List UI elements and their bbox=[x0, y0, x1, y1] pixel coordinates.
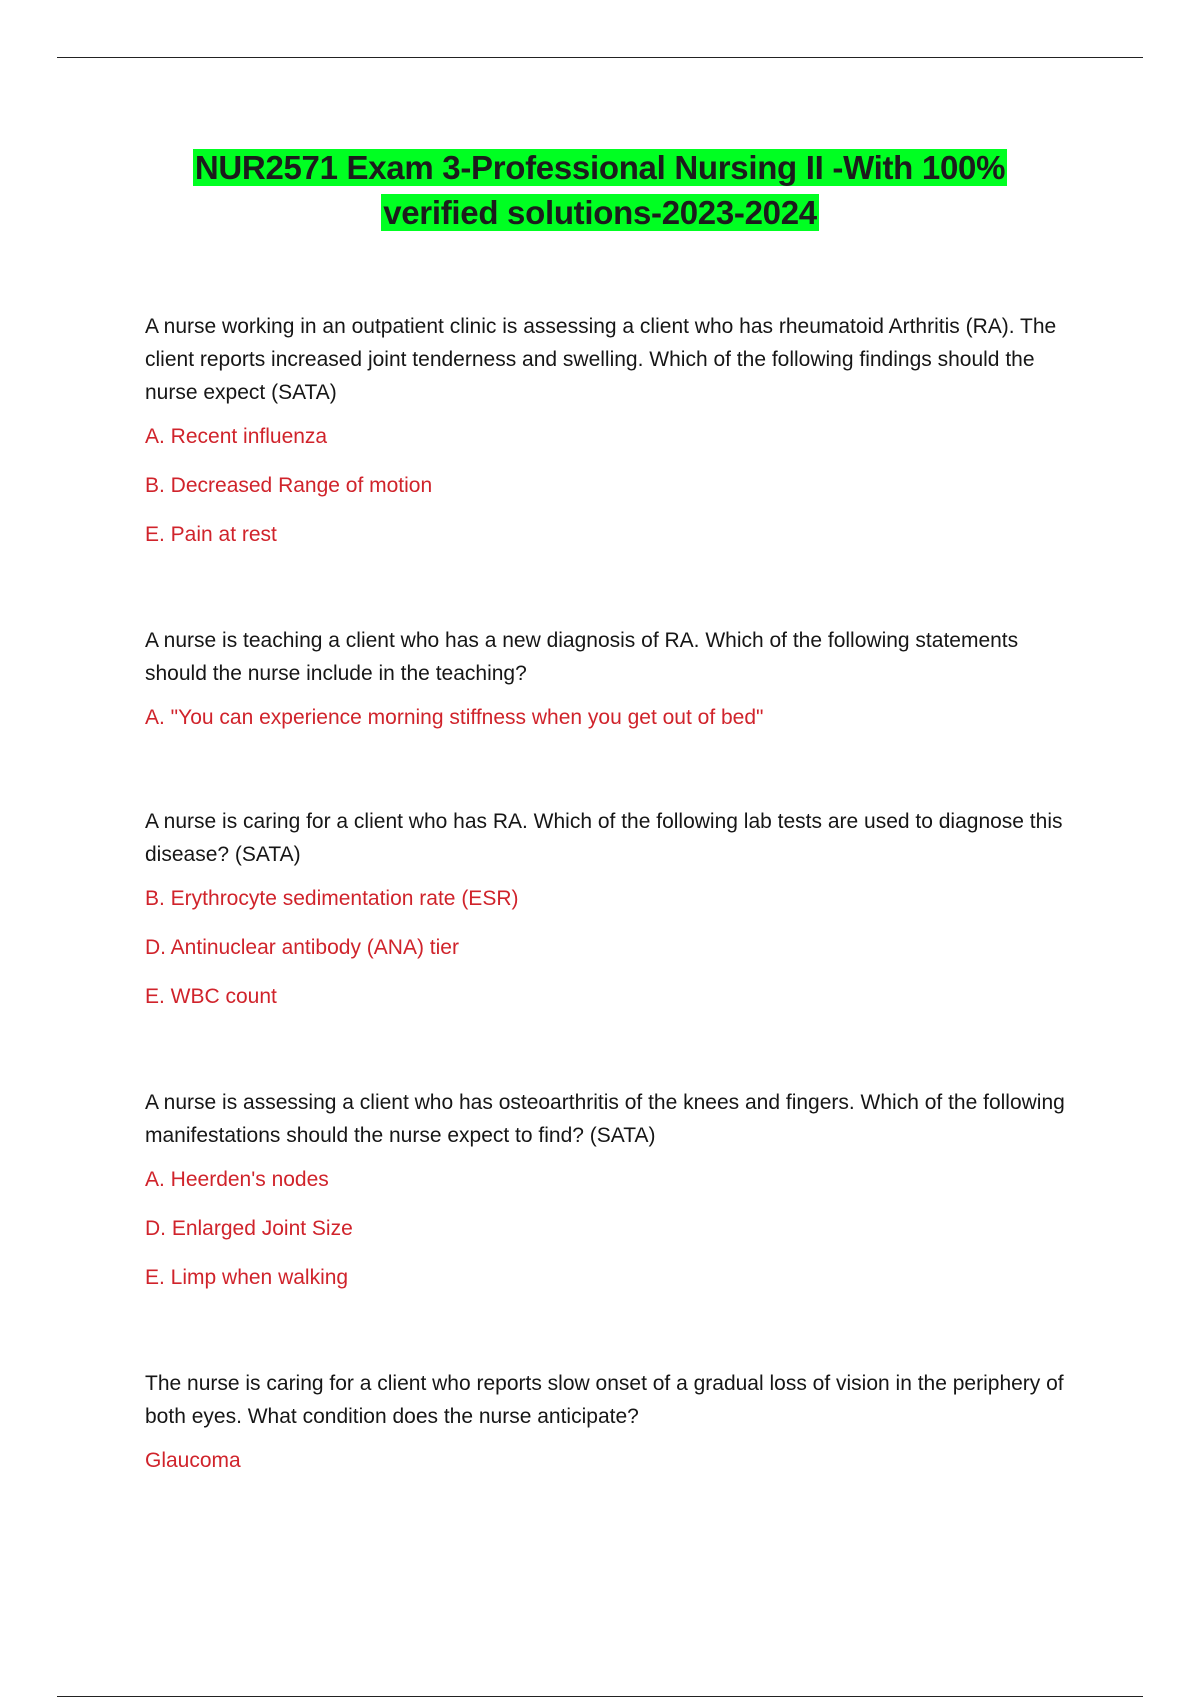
document-title bbox=[100, 145, 1100, 235]
answer: E. Pain at rest bbox=[145, 523, 277, 546]
answer-list bbox=[145, 1166, 1075, 1292]
question-5 bbox=[145, 1367, 1075, 1496]
question-2 bbox=[145, 624, 1075, 753]
answer: Glaucoma bbox=[145, 1449, 241, 1472]
answer: D. Antinuclear antibody (ANA) tier bbox=[145, 936, 459, 959]
answer-list bbox=[145, 1447, 1075, 1475]
question-1 bbox=[145, 310, 1075, 570]
answer: A. Heerden's nodes bbox=[145, 1168, 329, 1191]
answer: E. Limp when walking bbox=[145, 1266, 349, 1289]
answer-list bbox=[145, 885, 1075, 1011]
answer-list bbox=[145, 704, 1075, 732]
question-text: A nurse working in an outpatient clinic is assessing a client who has rheumatoid Arthritis (RA). The client reports increased joint tenderness and swelling. Which of the following findings should the nurse expect (SATA) bbox=[145, 315, 1057, 404]
answer-list bbox=[145, 423, 1075, 549]
question-3 bbox=[145, 805, 1075, 1032]
question-text: A nurse is teaching a client who has a new diagnosis of RA. Which of the following statements should the nurse include in the teaching? bbox=[145, 629, 1019, 685]
bottom-rule bbox=[57, 1696, 1143, 1697]
answer: B. Decreased Range of motion bbox=[145, 474, 433, 497]
answer: A. Recent influenza bbox=[145, 425, 328, 448]
answer: A. "You can experience morning stiffness when you get out of bed" bbox=[145, 706, 764, 729]
top-rule bbox=[57, 57, 1143, 58]
question-text: The nurse is caring for a client who reports slow onset of a gradual loss of vision in the periphery of both eyes. What condition does the nurse anticipate? bbox=[145, 1372, 1064, 1428]
title-line-2: verified solutions-2023-2024 bbox=[383, 194, 817, 231]
question-4 bbox=[145, 1086, 1075, 1313]
answer: D. Enlarged Joint Size bbox=[145, 1217, 353, 1240]
question-text: A nurse is caring for a client who has RA. Which of the following lab tests are used to diagnose this disease? (SATA) bbox=[145, 810, 1063, 866]
question-text: A nurse is assessing a client who has osteoarthritis of the knees and fingers. Which of the following manifestations should the nurse expect to find? (SATA) bbox=[145, 1091, 1065, 1147]
answer: E. WBC count bbox=[145, 985, 277, 1008]
title-line-1: NUR2571 Exam 3-Professional Nursing II -With 100% bbox=[194, 149, 1006, 186]
answer: B. Erythrocyte sedimentation rate (ESR) bbox=[145, 887, 519, 910]
